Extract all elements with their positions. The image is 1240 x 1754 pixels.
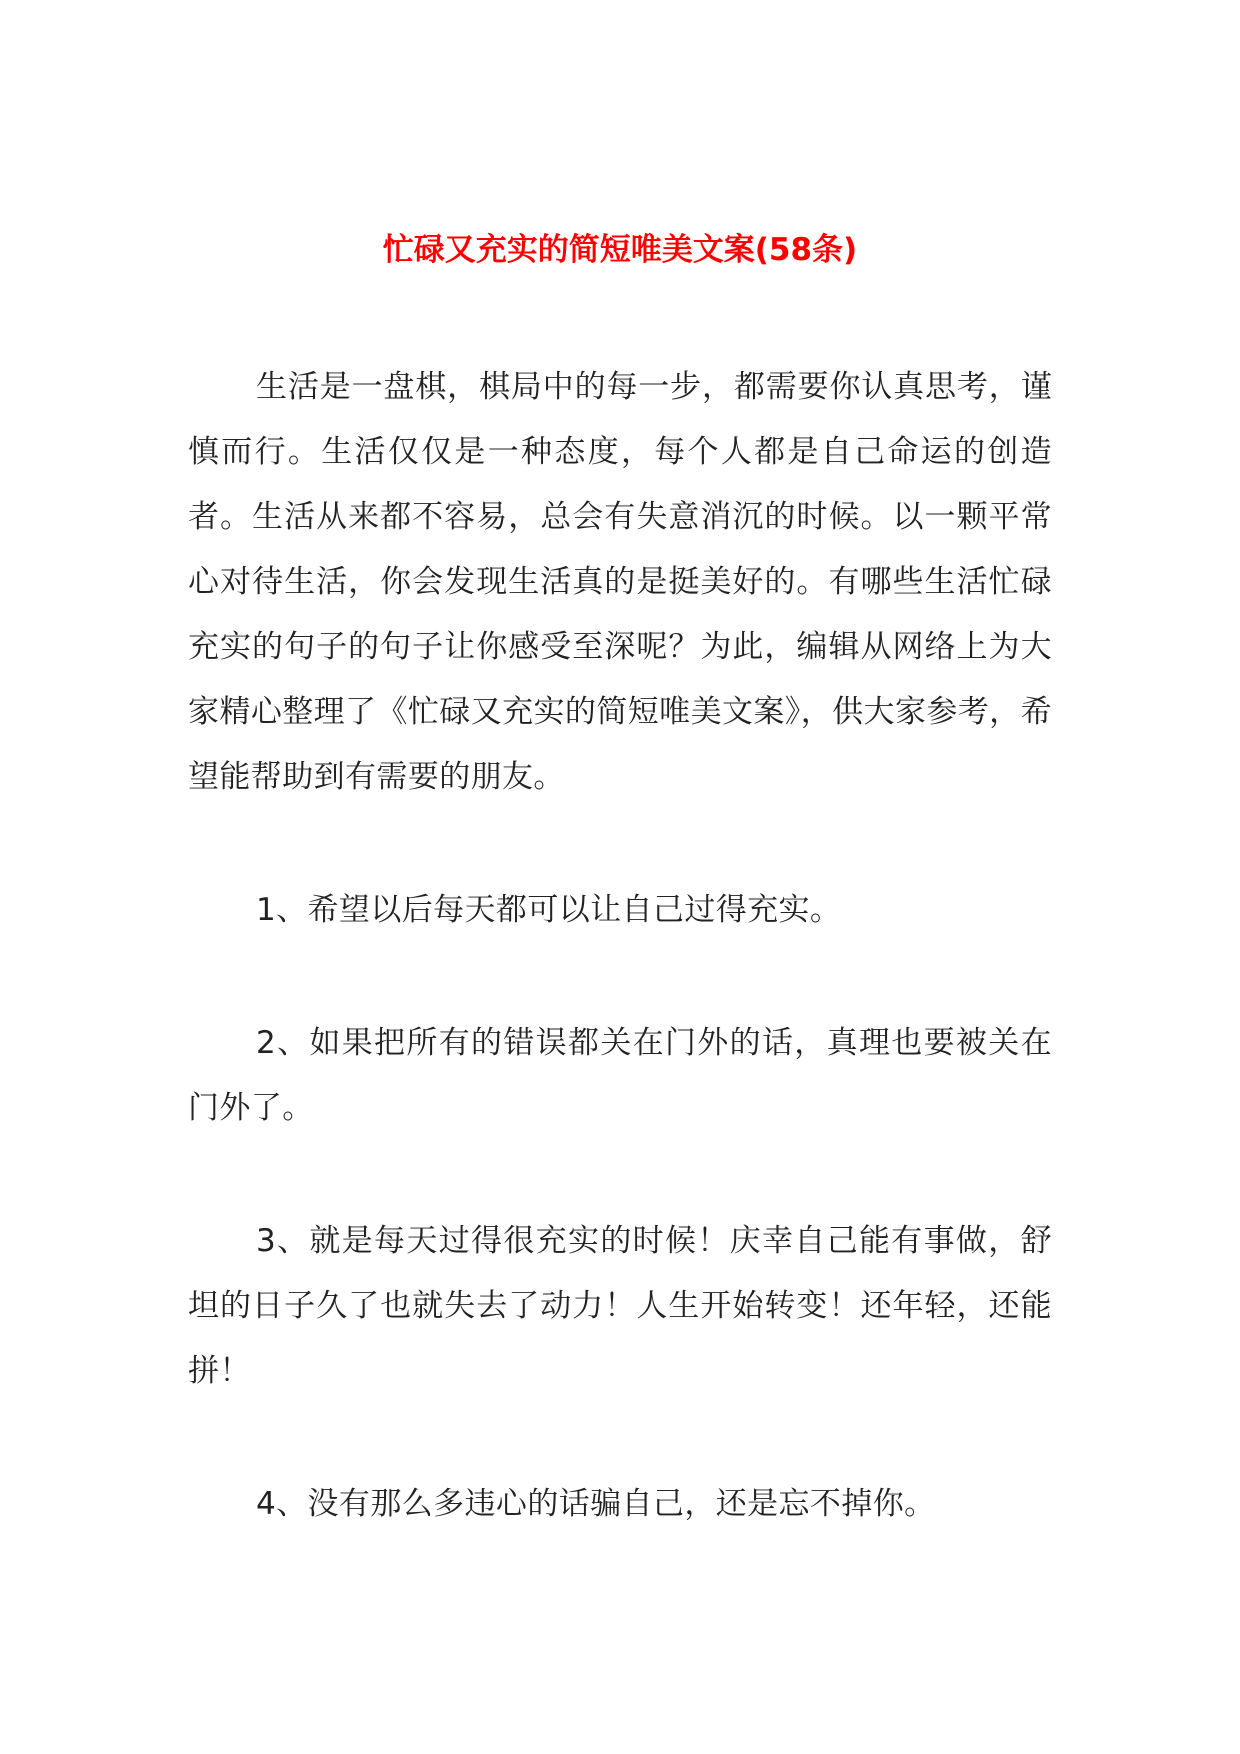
intro-paragraph: 生活是一盘棋，棋局中的每一步，都需要你认真思考，谨慎而行。生活仅仅是一种态度，每个人都是自己命运的创造者。生活从来都不容易，总会有失意消沉的时候。以一颗平常心对待生活，你会发现生活真的是挺美好的。有哪些生活忙碌充实的句子的句子让你感受至深呢？为此，编辑从网络上为大家精心整理了《忙碌又充实的简短唯美文案》，供大家参考，希望能帮助到有需要的朋友。 bbox=[188, 369, 1052, 795]
list-item: 1、希望以后每天都可以让自己过得充实。 bbox=[256, 892, 842, 928]
document-body bbox=[188, 355, 1052, 1537]
list-item: 2、如果把所有的错误都关在门外的话，真理也要被关在门外了。 bbox=[188, 1025, 1052, 1126]
list-item: 4、没有那么多违心的话骗自己，还是忘不掉你。 bbox=[256, 1486, 936, 1522]
document-title: 忙碌又充实的简短唯美文案(58条) bbox=[382, 232, 858, 268]
list-item: 3、就是每天过得很充实的时候！庆幸自己能有事做，舒坦的日子久了也就失去了动力！人生开始转变！还年轻，还能拼！ bbox=[188, 1223, 1052, 1389]
